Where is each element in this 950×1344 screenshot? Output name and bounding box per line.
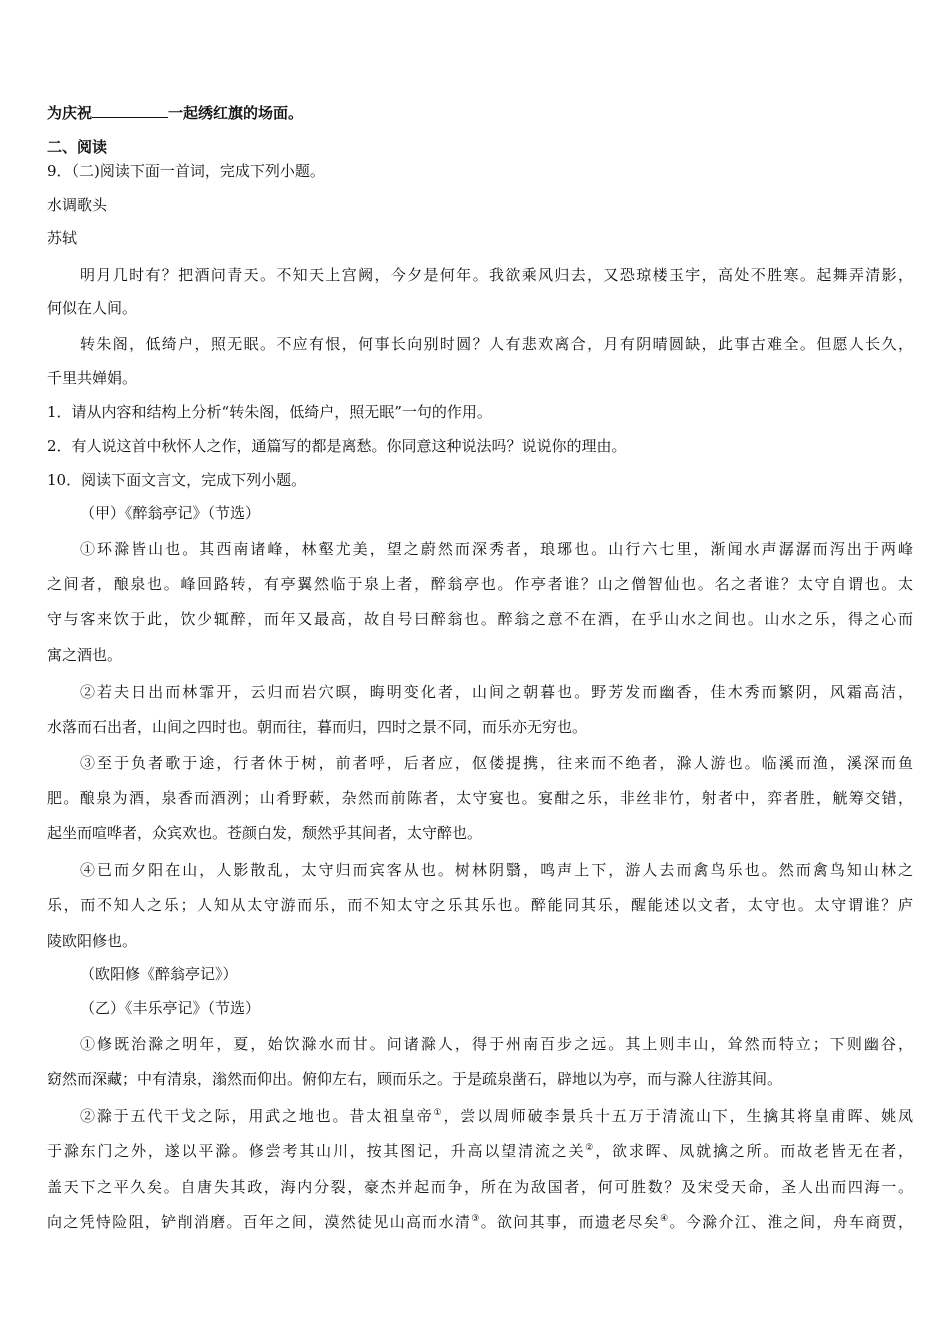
passage-jia-p1-line: ①环滁皆山也。其西南诸峰，林壑尤美，望之蔚然而深秀者，琅琊也。山行六七里，渐闻水声潺潺而泻出于两峰 xyxy=(80,540,913,558)
passage-text: ，尝以周师破李景兵十五万于清流山下，生擒其将皇甫晖、姚凤 xyxy=(443,1107,913,1125)
fill-blank-sentence xyxy=(47,101,913,125)
passage-yi-p2-line xyxy=(47,1210,913,1234)
passage-jia-p3-line: ③至于负者歌于途，行者休于树，前者呼，后者应，伛偻提携，往来而不绝者，滁人游也。临溪而渔，溪深而鱼 xyxy=(80,754,913,772)
passage-jia-p2-line: ②若夫日出而林霏开，云归而岩穴暝，晦明变化者，山间之朝暮也。野芳发而幽香，佳木秀而繁阴，风霜高洁， xyxy=(80,683,913,701)
passage-jia-p4-line: ④已而夕阳在山，人影散乱，太守归而宾客从也。树林阴翳，鸣声上下，游人去而禽鸟乐也。然而禽鸟知山林之 xyxy=(80,861,913,879)
passage-text: 。今滁介江、淮之间，舟车商贾， xyxy=(669,1213,913,1231)
passage-jia-p1-line: 守与客来饮于此，饮少辄醉，而年又最高，故自号曰醉翁也。醉翁之意不在酒，在乎山水之间也。山水之乐，得之心而 xyxy=(47,610,913,628)
fill-blank-prefix: 为庆祝 xyxy=(47,104,93,122)
passage-yi-p2-line: 盖天下之平久矣。自唐失其政，海内分裂，豪杰并起而争，所在为敌国者，何可胜数？及宋受天命，圣人出而四海一。 xyxy=(47,1178,913,1196)
question-9-sub-2: 2．有人说这首中秋怀人之作，通篇写的都是离愁。你同意这种说法吗？说说你的理由。 xyxy=(47,437,627,455)
footnote-marker: ② xyxy=(585,1143,596,1153)
passage-jia-p2-line: 水落而石出者，山间之四时也。朝而往，暮而归，四时之景不同，而乐亦无穷也。 xyxy=(47,718,588,736)
passage-jia-source: （欧阳修《醉翁亭记》） xyxy=(80,965,238,983)
passage-text: 于滁东门之外，遂以平滁。修尝考其山川，按其图记，升高以望清流之关 xyxy=(47,1142,586,1160)
passage-text: 。欲问其事，而遗老尽矣 xyxy=(480,1213,661,1231)
passage-yi-p2-line xyxy=(80,1104,913,1128)
footnote-marker: ④ xyxy=(660,1214,670,1224)
section-heading: 二、阅读 xyxy=(47,138,108,156)
passage-jia-p1-line: 之间者，酿泉也。峰回路转，有亭翼然临于泉上者，醉翁亭也。作亭者谁？山之僧智仙也。名之者谁？太守自谓也。太 xyxy=(47,575,913,593)
footnote-marker: ③ xyxy=(471,1214,481,1224)
answer-blank[interactable] xyxy=(92,101,168,118)
question-9-sub-1: 1．请从内容和结构上分析“转朱阁，低绮户，照无眠”一句的作用。 xyxy=(47,403,492,421)
question-9-prompt: 9．（二)阅读下面一首词，完成下列小题。 xyxy=(47,162,325,180)
footnote-marker: ① xyxy=(433,1108,444,1118)
passage-yi-p1-line: 窈然而深藏；中有清泉，滃然而仰出。俯仰左右，顾而乐之。于是疏泉凿石，辟地以为亭，而与滁人往游其间。 xyxy=(47,1070,783,1088)
passage-jia-p3-line: 肥。酿泉为酒，泉香而酒洌；山肴野蔌，杂然而前陈者，太守宴也。宴酣之乐，非丝非竹，射者中，弈者胜，觥筹交错， xyxy=(47,789,913,807)
passage-jia-title: （甲）《醉翁亭记》（节选） xyxy=(80,504,261,522)
poem-author: 苏轼 xyxy=(47,229,78,247)
passage-yi-title: （乙）《丰乐亭记》（节选） xyxy=(80,999,261,1017)
passage-jia-p4-line: 乐，而不知人之乐；人知从太守游而乐，而不知太守之乐其乐也。醉能同其乐，醒能述以文者，太守也。太守谓谁？庐 xyxy=(47,896,913,914)
passage-jia-p3-line: 起坐而喧哗者，众宾欢也。苍颜白发，颓然乎其间者，太守醉也。 xyxy=(47,824,483,842)
passage-yi-p1-line: ①修既治滁之明年，夏，始饮滁水而甘。问诸滁人，得于州南百步之远。其上则丰山，耸然而特立；下则幽谷， xyxy=(80,1035,913,1053)
passage-text: 向之凭恃险阻，铲削消磨。百年之间，漠然徒见山高而水清 xyxy=(47,1213,472,1231)
poem-stanza-2-line-2: 千里共婵娟。 xyxy=(47,369,138,387)
poem-stanza-1-line-2: 何似在人间。 xyxy=(47,299,138,317)
passage-text: ②滁于五代干戈之际，用武之地也。昔太祖皇帝 xyxy=(80,1107,434,1125)
passage-jia-p1-line: 寓之酒也。 xyxy=(47,646,123,664)
question-10-prompt: 10．阅读下面文言文，完成下列小题。 xyxy=(47,471,307,489)
passage-text: ，欲求晖、凤就擒之所。而故老皆无在者， xyxy=(595,1142,913,1160)
poem-stanza-2-line-1: 转朱阁，低绮户，照无眠。不应有恨，何事长向别时圆？人有悲欢离合，月有阴晴圆缺，此事古难全。但愿人长久， xyxy=(80,335,913,353)
fill-blank-suffix: 一起绣红旗的场面。 xyxy=(168,104,304,122)
poem-stanza-1-line-1: 明月几时有？把酒问青天。不知天上宫阙，今夕是何年。我欲乘风归去，又恐琼楼玉宇，高处不胜寒。起舞弄清影， xyxy=(80,266,913,284)
poem-title: 水调歌头 xyxy=(47,196,108,214)
passage-yi-p2-line xyxy=(47,1139,913,1163)
passage-jia-p4-line: 陵欧阳修也。 xyxy=(47,932,138,950)
